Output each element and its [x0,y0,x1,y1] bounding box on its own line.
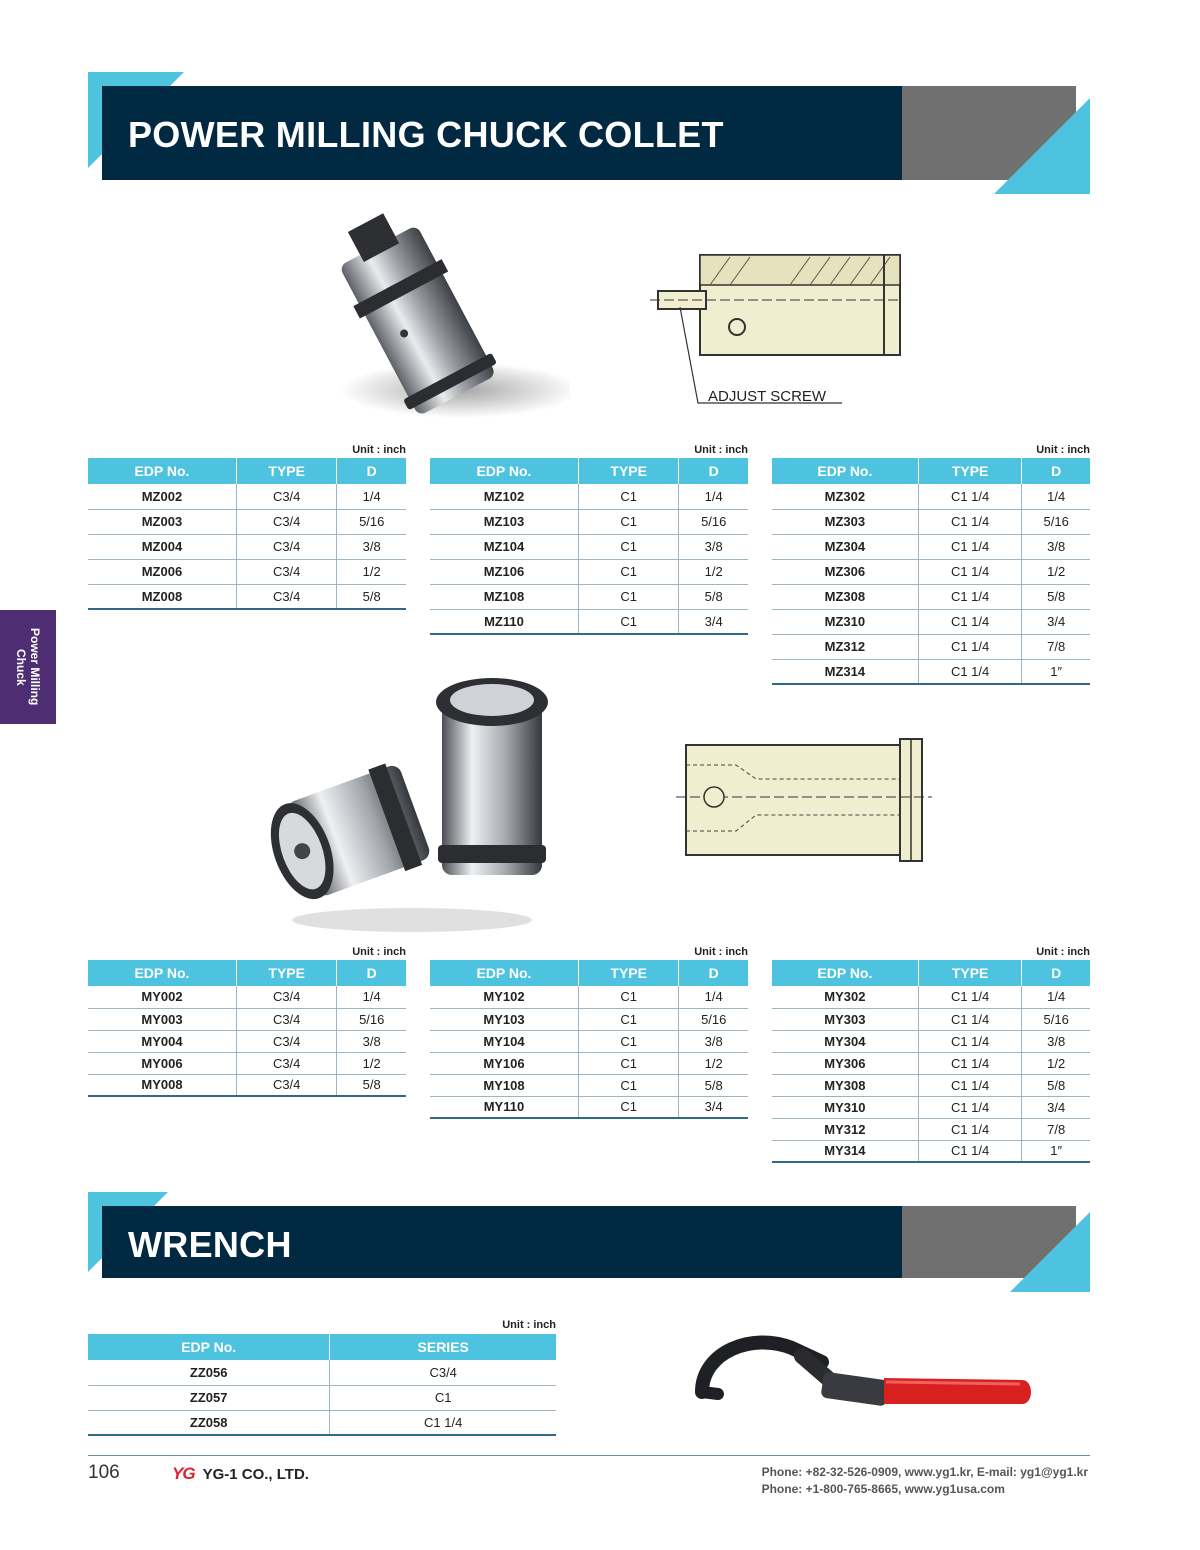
col-type: TYPE [236,458,337,484]
cell-edp: MZ106 [430,559,578,584]
cell-type: C1 1/4 [918,659,1022,684]
cell-type: C1 1/4 [918,534,1022,559]
cell-type: C1 1/4 [918,1052,1022,1074]
cell-type: C1 1/4 [918,559,1022,584]
col-edp: EDP No. [88,458,236,484]
cell-type: C3/4 [236,484,337,509]
table-row [88,986,406,1008]
table-mz-c1 [430,442,748,635]
cell-type: C1 [578,534,679,559]
table-row [430,484,748,509]
cell-type: C3/4 [236,559,337,584]
cell-d: 1/2 [679,1052,748,1074]
cell-edp: MZ108 [430,584,578,609]
table-row [772,1008,1090,1030]
table-row [88,484,406,509]
cell-type: C3/4 [236,986,337,1008]
cell-d: 3/8 [679,1030,748,1052]
cell-edp: MY103 [430,1008,578,1030]
cell-d: 1/2 [1022,559,1090,584]
col-edp: EDP No. [430,960,578,986]
cell-series: C3/4 [330,1360,556,1385]
cell-edp: ZZ058 [88,1410,330,1435]
cell-edp: MZ103 [430,509,578,534]
cell-type: C1 [578,1008,679,1030]
cell-edp: MZ310 [772,609,918,634]
col-edp: EDP No. [772,458,918,484]
cell-edp: MZ008 [88,584,236,609]
banner-accent-bottom-right [994,98,1090,194]
table-row [88,1008,406,1030]
cell-d: 1/4 [337,986,406,1008]
table-row [772,1096,1090,1118]
cell-series: C1 [330,1385,556,1410]
col-d: D [1022,960,1090,986]
cell-type: C1 1/4 [918,1074,1022,1096]
table-row [88,1030,406,1052]
cell-d: 1″ [1022,659,1090,684]
col-d: D [1022,458,1090,484]
unit-label: Unit : inch [352,444,406,456]
cell-edp: MY303 [772,1008,918,1030]
table-row [88,1410,556,1435]
section-banner-wrench [88,1192,1090,1292]
contact-line-2: Phone: +1-800-765-8665, www.yg1usa.com [761,1482,1005,1496]
cell-edp: ZZ056 [88,1360,330,1385]
contact-info [762,1464,1088,1498]
cell-edp: MZ303 [772,509,918,534]
cell-type: C3/4 [236,584,337,609]
table-row [772,659,1090,684]
cell-d: 5/16 [1022,1008,1090,1030]
table-row [88,1074,406,1096]
cell-d: 3/4 [679,1096,748,1118]
cell-d: 3/4 [679,609,748,634]
cell-d: 5/8 [1022,584,1090,609]
cell-type: C1 1/4 [918,509,1022,534]
cell-d: 5/8 [679,584,748,609]
cell-edp: MY306 [772,1052,918,1074]
side-tab-label: Power Milling Chuck [14,628,42,706]
section-title: WRENCH [128,1224,292,1265]
cell-edp: MY314 [772,1140,918,1162]
col-edp: EDP No. [772,960,918,986]
cell-edp: MY004 [88,1030,236,1052]
cell-type: C1 1/4 [918,609,1022,634]
table-row [430,1074,748,1096]
cell-edp: MZ302 [772,484,918,509]
cell-d: 5/16 [1022,509,1090,534]
cell-edp: MY003 [88,1008,236,1030]
cell-edp: MZ110 [430,609,578,634]
cell-edp: MY308 [772,1074,918,1096]
unit-label: Unit : inch [502,1319,556,1331]
cell-edp: MZ312 [772,634,918,659]
col-type: TYPE [236,960,337,986]
table-row [430,986,748,1008]
table-row [772,584,1090,609]
cell-type: C1 1/4 [918,584,1022,609]
cell-d: 1/4 [337,484,406,509]
cell-d: 1″ [1022,1140,1090,1162]
table-row [430,1052,748,1074]
table-row [430,534,748,559]
cell-d: 3/4 [1022,609,1090,634]
cell-type: C1 [578,986,679,1008]
cell-edp: MZ002 [88,484,236,509]
cell-edp: MY312 [772,1118,918,1140]
table-row [88,1385,556,1410]
table-row [430,559,748,584]
cell-edp: MY108 [430,1074,578,1096]
footer-divider [88,1455,1090,1456]
table-row [88,1360,556,1385]
cell-type: C1 [578,1096,679,1118]
table-mz-c114 [772,442,1090,685]
cell-d: 1/4 [679,484,748,509]
unit-label: Unit : inch [1036,444,1090,456]
cell-type: C1 1/4 [918,634,1022,659]
adjust-screw-callout: ADJUST SCREW [708,388,827,405]
cell-type: C3/4 [236,1030,337,1052]
cell-edp: MZ306 [772,559,918,584]
cell-edp: MZ003 [88,509,236,534]
cell-d: 1/2 [679,559,748,584]
cell-d: 1/4 [1022,484,1090,509]
collet-drawing-1 [650,245,910,410]
table-row [430,1008,748,1030]
unit-label: Unit : inch [694,946,748,958]
cell-d: 7/8 [1022,634,1090,659]
col-edp: EDP No. [430,458,578,484]
col-type: TYPE [918,960,1022,986]
cell-series: C1 1/4 [330,1410,556,1435]
logo-mark: YG [172,1464,195,1483]
cell-type: C1 1/4 [918,484,1022,509]
wrench-photo [672,1322,1072,1442]
cell-d: 7/8 [1022,1118,1090,1140]
collet-drawing-2 [676,735,932,865]
cell-edp: MY302 [772,986,918,1008]
section-title: POWER MILLING CHUCK COLLET [128,114,724,155]
table-row [88,1052,406,1074]
table-wrench [88,1316,556,1436]
cell-type: C1 [578,584,679,609]
cell-d: 5/8 [679,1074,748,1096]
cell-edp: MZ004 [88,534,236,559]
cell-d: 5/8 [337,1074,406,1096]
table-row [88,584,406,609]
cell-d: 3/8 [679,534,748,559]
cell-edp: MY310 [772,1096,918,1118]
cell-d: 5/8 [1022,1074,1090,1096]
banner-accent-bottom-right [1010,1212,1090,1292]
cell-edp: MY104 [430,1030,578,1052]
cell-type: C3/4 [236,1074,337,1096]
cell-type: C1 [578,559,679,584]
table-row [88,534,406,559]
cell-type: C1 1/4 [918,1096,1022,1118]
cell-type: C1 1/4 [918,986,1022,1008]
col-edp: EDP No. [88,960,236,986]
cell-d: 1/2 [337,1052,406,1074]
unit-label: Unit : inch [694,444,748,456]
cell-edp: MY110 [430,1096,578,1118]
cell-type: C1 [578,1030,679,1052]
contact-line-1: Phone: +82-32-526-0909, www.yg1.kr, E-mail: yg1@yg1.kr [761,1465,1088,1479]
cell-d: 3/8 [1022,534,1090,559]
table-row [772,1118,1090,1140]
cell-edp: MZ006 [88,559,236,584]
cell-type: C1 1/4 [918,1008,1022,1030]
cell-edp: MY008 [88,1074,236,1096]
cell-d: 5/16 [679,1008,748,1030]
cell-type: C1 [578,1074,679,1096]
col-type: TYPE [578,960,679,986]
cell-edp: MZ304 [772,534,918,559]
table-row [772,1030,1090,1052]
cell-edp: MZ104 [430,534,578,559]
cell-type: C1 [578,484,679,509]
unit-label: Unit : inch [352,946,406,958]
table-row [772,1074,1090,1096]
cell-d: 5/8 [337,584,406,609]
table-row [88,509,406,534]
page-number: 106 [88,1462,120,1483]
col-d: D [337,960,406,986]
table-row [430,509,748,534]
table-row [772,986,1090,1008]
company-name: YG-1 CO., LTD. [202,1465,309,1483]
collet-photo-1 [270,205,570,440]
cell-type: C3/4 [236,509,337,534]
collet-photo-2 [262,670,562,935]
cell-d: 1/2 [1022,1052,1090,1074]
table-row [430,609,748,634]
col-d: D [679,960,748,986]
cell-type: C1 [578,509,679,534]
cell-type: C3/4 [236,1052,337,1074]
table-row [772,609,1090,634]
cell-type: C1 1/4 [918,1140,1022,1162]
cell-type: C1 1/4 [918,1030,1022,1052]
table-mz-c34 [88,442,406,610]
unit-label: Unit : inch [1036,946,1090,958]
cell-edp: ZZ057 [88,1385,330,1410]
table-row [772,534,1090,559]
col-d: D [337,458,406,484]
cell-type: C3/4 [236,1008,337,1030]
cell-d: 3/4 [1022,1096,1090,1118]
table-my-c1 [430,944,748,1119]
col-edp: EDP No. [88,1334,330,1360]
table-row [772,484,1090,509]
cell-d: 1/4 [679,986,748,1008]
cell-edp: MZ314 [772,659,918,684]
cell-d: 5/16 [337,509,406,534]
cell-edp: MY002 [88,986,236,1008]
col-type: TYPE [578,458,679,484]
table-row [772,1140,1090,1162]
col-d: D [679,458,748,484]
cell-d: 5/16 [679,509,748,534]
table-row [772,559,1090,584]
table-row [88,559,406,584]
cell-type: C3/4 [236,534,337,559]
table-my-c114 [772,944,1090,1163]
cell-type: C1 [578,1052,679,1074]
company-logo[interactable] [172,1464,309,1484]
cell-d: 1/4 [1022,986,1090,1008]
table-row [430,1096,748,1118]
cell-d: 5/16 [337,1008,406,1030]
cell-d: 3/8 [1022,1030,1090,1052]
cell-edp: MY102 [430,986,578,1008]
cell-edp: MY006 [88,1052,236,1074]
cell-d: 3/8 [337,534,406,559]
cell-type: C1 [578,609,679,634]
col-type: TYPE [918,458,1022,484]
table-row [430,1030,748,1052]
table-my-c34 [88,944,406,1097]
cell-edp: MZ102 [430,484,578,509]
table-row [772,1052,1090,1074]
side-tab[interactable] [0,610,56,724]
table-row [772,509,1090,534]
cell-d: 1/2 [337,559,406,584]
cell-type: C1 1/4 [918,1118,1022,1140]
table-row [430,584,748,609]
cell-d: 3/8 [337,1030,406,1052]
section-banner-collet [88,72,1090,194]
cell-edp: MY304 [772,1030,918,1052]
cell-edp: MY106 [430,1052,578,1074]
col-series: SERIES [330,1334,556,1360]
cell-edp: MZ308 [772,584,918,609]
table-row [772,634,1090,659]
